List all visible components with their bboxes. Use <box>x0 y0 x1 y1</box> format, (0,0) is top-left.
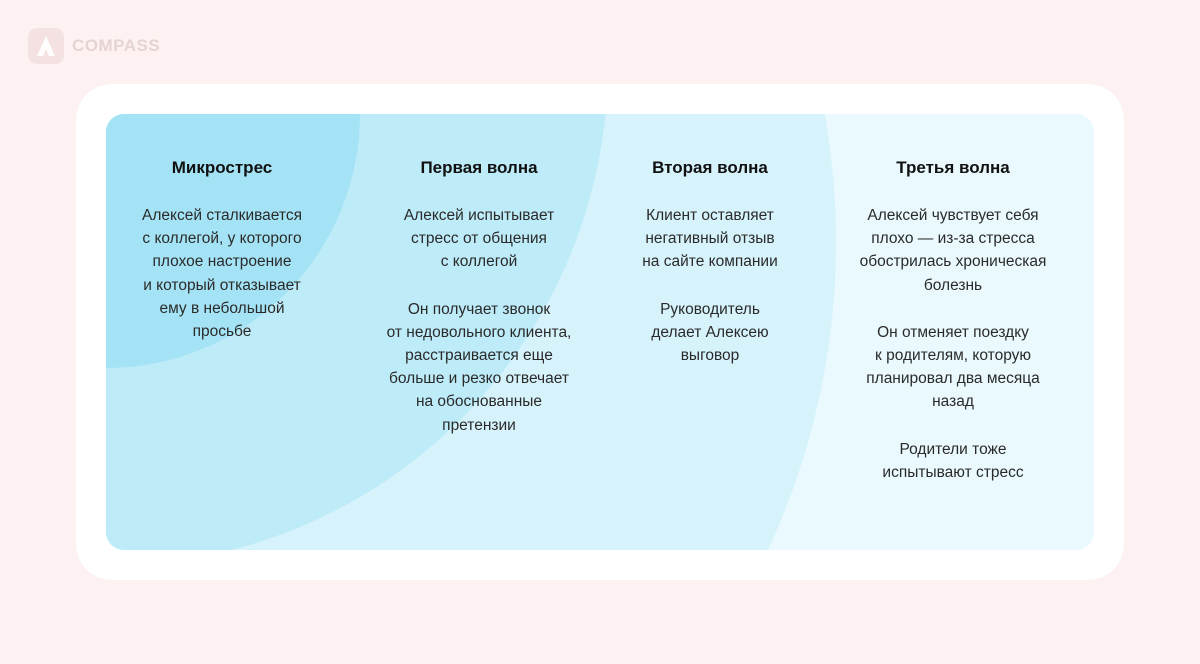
column-text: Алексей сталкивается с коллегой, у которого плохое настроение и который отказывает ему в небольшой просьбе <box>142 207 302 341</box>
brand-logo <box>28 28 160 64</box>
column-third-wave <box>836 158 1070 508</box>
column-second-wave <box>616 158 804 391</box>
column-title: Третья волна <box>896 158 1010 177</box>
column-text: Он получает звонок от недовольного клиента, расстраивается еще больше и резко отвечает на обоснованные претензии <box>386 300 572 434</box>
column-text: Алексей испытывает стресс от общения с коллегой <box>403 207 555 271</box>
column-title: Вторая волна <box>652 158 768 177</box>
compass-logo-icon <box>28 28 64 64</box>
column-title: Первая волна <box>420 158 538 177</box>
column-microstress <box>122 158 322 367</box>
column-text: Он отменяет поездку к родителям, которую планировал два месяца назад <box>866 323 1040 411</box>
brand-name: COMPASS <box>72 36 161 55</box>
column-text: Клиент оставляет негативный отзыв на сайте компании <box>642 207 778 271</box>
stress-waves-diagram <box>106 114 1094 550</box>
column-text: Руководитель делает Алексею выговор <box>651 300 769 365</box>
column-first-wave <box>338 158 620 461</box>
column-text: Родители тоже испытывают стресс <box>882 440 1024 481</box>
column-title: Микрострес <box>171 158 273 177</box>
diagram-card <box>76 84 1124 580</box>
column-text: Алексей чувствует себя плохо — из-за стресса обострилась хроническая болезнь <box>859 207 1047 294</box>
